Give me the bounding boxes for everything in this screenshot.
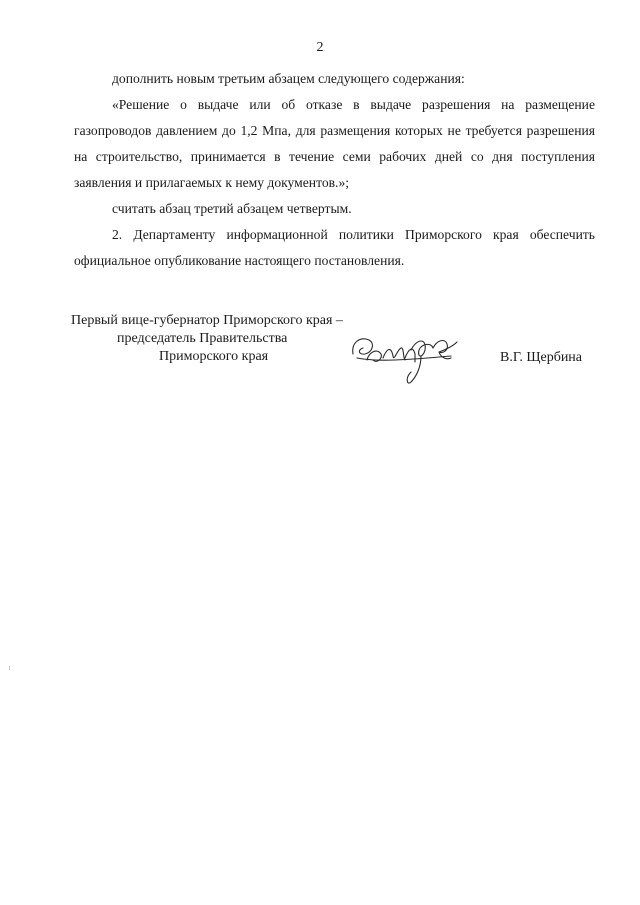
paragraph-item-2: 2. Департаменту информационной политики Приморского края обеспечить официальное опубликование настоящего постановления.	[74, 227, 595, 268]
handwritten-signature	[347, 328, 467, 386]
paragraph-renumbering: считать абзац третий абзацем четвертым.	[112, 201, 352, 216]
signature-block	[71, 312, 611, 392]
signer-title-line-1: Первый вице-губернатор Приморского края –	[71, 313, 343, 328]
page-number: 2	[316, 40, 324, 55]
paragraph-quoted-text: «Решение о выдаче или об отказе в выдаче разрешения на размещение газопроводов давлением до 1,2 Мпа, для размещения которых не требуется разрешения на строительство, принимается в течение семи рабочих дней со дня поступления заявления и прилагаемых к нему документов.»;	[74, 97, 595, 190]
signer-title-line-3: Приморского края	[159, 349, 269, 364]
document-body	[74, 66, 595, 274]
paragraph-amendment-intro: дополнить новым третьим абзацем следующего содержания:	[112, 71, 465, 86]
signer-title-line-2: председатель Правительства	[117, 331, 288, 346]
scan-edge-mark	[9, 666, 10, 670]
signer-name: В.Г. Щербина	[500, 350, 583, 365]
